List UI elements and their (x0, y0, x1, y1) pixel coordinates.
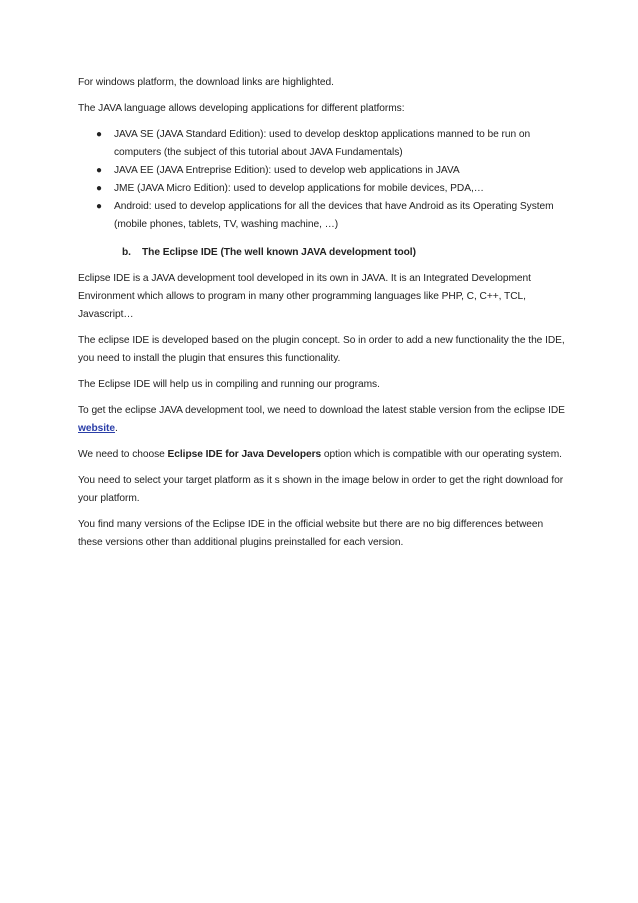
list-item-text: Android: used to develop applications for all the devices that have Android as its Operating System (mobile phones, tablets, TV, washing machine, …) (114, 201, 554, 230)
section-heading (78, 244, 566, 262)
list-item-jme (78, 180, 566, 198)
list-item-android (78, 198, 566, 234)
paragraph-download-end: . (115, 423, 118, 434)
paragraph-download-links: For windows platform, the download links are highlighted. (78, 77, 334, 88)
paragraph-choose-end: option which is compatible with our operating system. (321, 449, 562, 460)
website-link[interactable]: website (78, 423, 116, 434)
option-name: Eclipse IDE for Java Developers (167, 449, 322, 460)
section-letter: b. (122, 247, 131, 258)
platform-list (78, 126, 566, 234)
paragraph-platforms-intro: The JAVA language allows developing applications for different platforms: (78, 103, 405, 114)
bullet-icon: ● (96, 183, 102, 194)
paragraph-plugin-concept: The eclipse IDE is developed based on the plugin concept. So in order to add a new functionality the the IDE, you need to install the plugin that ensures this functionality. (78, 335, 565, 364)
paragraph-choose-option (78, 446, 566, 464)
paragraph-compiling: The Eclipse IDE will help us in compiling and running our programs. (78, 379, 380, 390)
paragraph-versions: You find many versions of the Eclipse IDE in the official website but there are no big differences between these versions other than additional plugins preinstalled for each version. (78, 519, 544, 548)
paragraph-eclipse-intro: Eclipse IDE is a JAVA development tool developed in its own in JAVA. It is an Integrated Development Environment which allows to program in many other programming languages like PHP, C, C++, TCL, Javascript… (78, 273, 531, 320)
paragraph-choose-text: We need to choose (78, 449, 168, 460)
bullet-icon: ● (96, 165, 102, 176)
list-item-java-ee (78, 162, 566, 180)
paragraph-target-platform: You need to select your target platform as it s shown in the image below in order to get the right download for your platform. (78, 475, 564, 504)
bullet-icon: ● (96, 201, 102, 212)
document-page (78, 74, 566, 560)
list-item-text: JME (JAVA Micro Edition): used to develop applications for mobile devices, PDA,… (114, 183, 484, 194)
list-item-text: JAVA EE (JAVA Entreprise Edition): used to develop web applications in JAVA (114, 165, 460, 176)
paragraph-download-text: To get the eclipse JAVA development tool, we need to download the latest stable version from the eclipse IDE (78, 405, 565, 416)
paragraph-download (78, 402, 566, 438)
bullet-icon: ● (96, 129, 102, 140)
list-item-text: JAVA SE (JAVA Standard Edition): used to develop desktop applications manned to be run on computers (the subject of this tutorial about JAVA Fundamentals) (114, 129, 531, 158)
section-title: The Eclipse IDE (The well known JAVA development tool) (142, 247, 416, 258)
list-item-java-se (78, 126, 566, 162)
